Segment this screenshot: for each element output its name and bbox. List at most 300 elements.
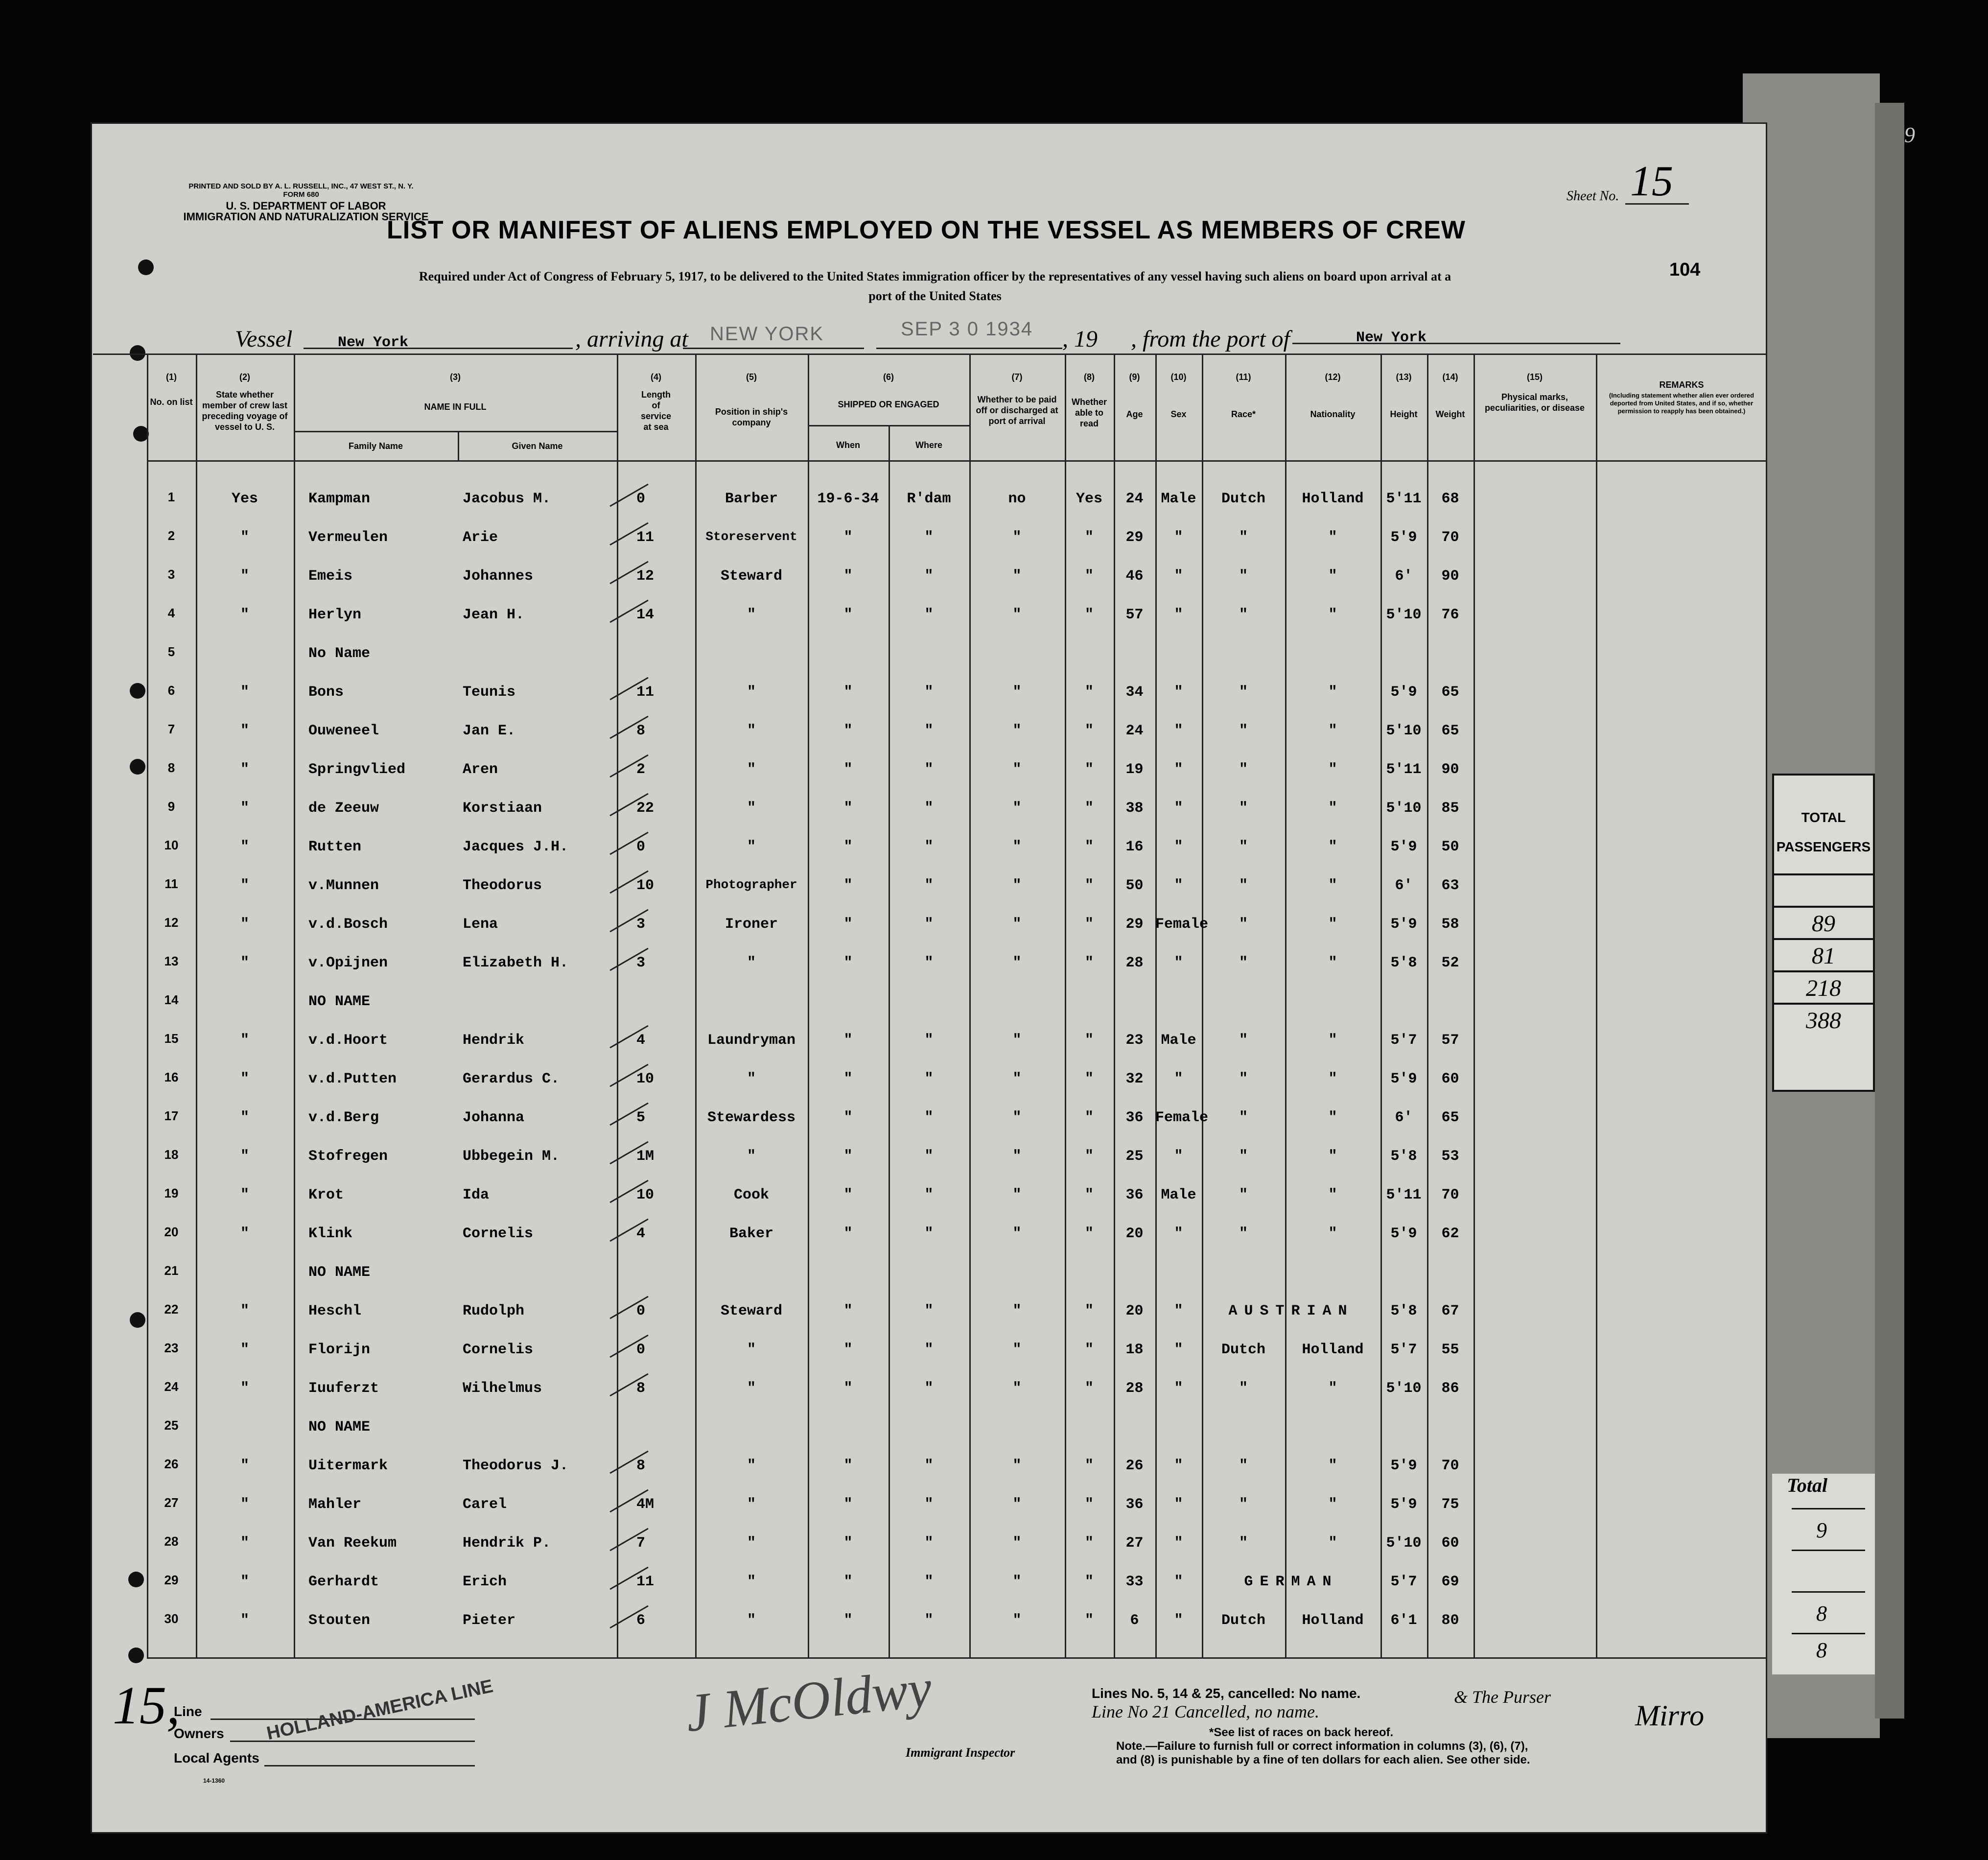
cell-family: Mahler	[308, 1496, 362, 1513]
cell-read: "	[1084, 1225, 1094, 1242]
cell-prev: "	[240, 955, 249, 971]
cell-family: Van Reekum	[308, 1535, 397, 1552]
cell-height: 5'9	[1390, 916, 1417, 933]
cell-given: Jacobus M.	[463, 491, 551, 507]
cell-race: "	[1239, 1458, 1248, 1474]
cell-service: 3	[636, 955, 646, 971]
cell-paid: "	[1012, 1148, 1022, 1165]
cell-race: "	[1239, 916, 1248, 933]
cell-given: Jacques J.H.	[463, 839, 569, 855]
from-port-line	[1292, 343, 1620, 344]
cell-sex: "	[1174, 1342, 1183, 1358]
cell-family: v.d.Hoort	[308, 1032, 388, 1049]
cell-position: "	[747, 1458, 756, 1474]
cell-where: "	[924, 1303, 934, 1319]
purser-note: & The Purser	[1454, 1687, 1551, 1707]
printer-line: PRINTED AND SOLD BY A. L. RUSSELL, INC., 47 WEST ST., N. Y.	[188, 182, 414, 190]
cell-race: "	[1239, 723, 1248, 739]
cell-race: "	[1239, 1032, 1248, 1049]
row-number: 25	[164, 1418, 179, 1433]
cell-prev: "	[240, 568, 249, 585]
cell-nat: "	[1328, 529, 1337, 546]
cell-nat: "	[1328, 877, 1337, 894]
cell-sex: "	[1174, 1612, 1183, 1629]
row-number: 26	[164, 1457, 179, 1471]
vessel-label: Vessel	[235, 326, 293, 352]
cell-family: Klink	[308, 1225, 353, 1242]
cell-where: "	[924, 1612, 934, 1629]
inspector-label: Immigrant Inspector	[906, 1745, 1015, 1760]
table-top-border	[93, 353, 1767, 355]
cell-family: Heschl	[308, 1303, 362, 1319]
cell-sex: "	[1174, 723, 1183, 739]
cell-weight: 60	[1441, 1071, 1459, 1087]
failure-note-line: Note.—Failure to furnish full or correct information in columns (3), (6), (7),	[1116, 1740, 1528, 1753]
owners-field	[230, 1741, 475, 1742]
cell-when: "	[843, 1535, 853, 1552]
cell-given: Hendrik P.	[463, 1535, 551, 1552]
cell-family: Springvlied	[308, 761, 406, 778]
col12-number: (12)	[1325, 372, 1341, 382]
vessel-name-line	[304, 348, 573, 349]
cell-position: "	[747, 761, 756, 778]
cell-age: 27	[1125, 1535, 1144, 1552]
cell-service: 10	[636, 1071, 655, 1087]
row-number: 17	[164, 1108, 179, 1123]
cell-age: 28	[1125, 955, 1144, 971]
document-title: LIST OR MANIFEST OF ALIENS EMPLOYED ON THE VESSEL AS MEMBERS OF CREW	[387, 216, 1466, 244]
stub-value: 89	[1774, 906, 1873, 940]
cell-paid: "	[1012, 839, 1022, 855]
cell-prev: "	[240, 684, 249, 701]
cell-position: "	[747, 1071, 756, 1087]
cell-read: "	[1084, 1342, 1094, 1358]
cell-position: Baker	[729, 1225, 773, 1242]
cell-sex: "	[1174, 839, 1183, 855]
col9-header: Age	[1126, 409, 1143, 419]
cell-paid: "	[1012, 1187, 1022, 1203]
cell-prev: "	[240, 607, 249, 623]
cell-paid: "	[1012, 1612, 1022, 1629]
cell-position: "	[747, 1574, 756, 1590]
cell-paid: "	[1012, 1574, 1022, 1590]
cell-family: v.d.Putten	[308, 1071, 397, 1087]
cell-read: "	[1084, 1612, 1094, 1629]
cell-when: "	[843, 1342, 853, 1358]
cell-service: 6	[636, 1612, 646, 1629]
cell-when: "	[843, 1496, 853, 1513]
cell-prev: "	[240, 916, 249, 933]
cell-read: "	[1084, 1574, 1094, 1590]
stub-value: 388	[1774, 1003, 1873, 1037]
local-agents-field	[264, 1765, 475, 1766]
cell-weight: 70	[1441, 1458, 1459, 1474]
cell-when: "	[843, 1574, 853, 1590]
cell-race: "	[1239, 684, 1248, 701]
punch-hole	[130, 683, 145, 699]
total-value: 8	[1816, 1601, 1827, 1625]
cell-family: Rutten	[308, 839, 362, 855]
punch-hole	[130, 1312, 145, 1328]
row-number: 15	[164, 1031, 179, 1046]
cell-weight: 70	[1441, 529, 1459, 546]
cell-prev: "	[240, 529, 249, 546]
cell-nat: "	[1328, 1032, 1337, 1049]
total-label: Total	[1787, 1474, 1827, 1496]
subtitle-line: port of the United States	[868, 289, 1002, 303]
row-number: 21	[164, 1263, 179, 1278]
total-stub	[1772, 1474, 1875, 1674]
cell-given: Korstiaan	[463, 800, 542, 817]
cell-paid: "	[1012, 877, 1022, 894]
cell-when: "	[843, 1071, 853, 1087]
arriving-port-stamp: NEW YORK	[710, 323, 824, 345]
cell-race: "	[1239, 1187, 1248, 1203]
cell-race: "	[1239, 800, 1248, 817]
cell-sex: Male	[1161, 1032, 1196, 1049]
cell-read: Yes	[1076, 491, 1102, 507]
cell-family: Stofregen	[308, 1148, 388, 1165]
cell-race: "	[1239, 1071, 1248, 1087]
cell-read: "	[1084, 684, 1094, 701]
cell-weight: 90	[1441, 761, 1459, 778]
holland-america-stamp: HOLLAND-AMERICA LINE	[265, 1675, 495, 1744]
handwritten-cancel-note: Line No 21 Cancelled, no name.	[1092, 1702, 1319, 1721]
row-number: 7	[167, 722, 175, 736]
cell-when: "	[843, 1225, 853, 1242]
cell-sex: "	[1174, 1574, 1183, 1590]
cell-prev: "	[240, 1225, 249, 1242]
cell-where: "	[924, 1458, 934, 1474]
cell-prev: "	[240, 1342, 249, 1358]
cell-prev: "	[240, 723, 249, 739]
footer-sheet-number: 15,	[113, 1675, 180, 1735]
cell-given: Hendrik	[463, 1032, 525, 1049]
cell-sex: "	[1174, 1225, 1183, 1242]
cell-sex: "	[1174, 1071, 1183, 1087]
cell-read: "	[1084, 761, 1094, 778]
cell-position: "	[747, 839, 756, 855]
cell-nat: "	[1328, 1496, 1337, 1513]
cell-weight: 65	[1441, 684, 1459, 701]
cell-paid: "	[1012, 607, 1022, 623]
cell-given: Aren	[463, 761, 498, 778]
cell-age: 32	[1125, 1071, 1144, 1087]
cell-position: Cook	[733, 1187, 769, 1203]
cell-position: Ironer	[725, 916, 778, 933]
cell-weight: 75	[1441, 1496, 1459, 1513]
col11-number: (11)	[1236, 372, 1251, 382]
cell-age: 6	[1130, 1612, 1139, 1629]
cell-paid: "	[1012, 1535, 1022, 1552]
cell-height: 5'10	[1386, 607, 1422, 623]
cell-weight: 55	[1441, 1342, 1459, 1358]
cell-family: NO NAME	[308, 1419, 371, 1436]
cell-nat: Holland	[1302, 491, 1364, 507]
cell-position: "	[747, 1535, 756, 1552]
cell-service: 12	[636, 568, 655, 585]
cell-race: "	[1239, 1148, 1248, 1165]
cell-when: "	[843, 800, 853, 817]
cell-sex: Male	[1161, 491, 1196, 507]
cell-paid: "	[1012, 1458, 1022, 1474]
cell-when: "	[843, 1187, 853, 1203]
col-line	[1596, 353, 1597, 1657]
col9-number: (9)	[1129, 372, 1140, 382]
cell-service: 8	[636, 1458, 646, 1474]
cell-paid: "	[1012, 1342, 1022, 1358]
cell-position: "	[747, 1496, 756, 1513]
cell-height: 5'10	[1386, 723, 1422, 739]
cell-nat: "	[1328, 1380, 1337, 1397]
cell-given: Ubbegein M.	[463, 1148, 560, 1165]
cell-when: "	[843, 916, 853, 933]
cell-family: Kampman	[308, 491, 371, 507]
cell-position: "	[747, 800, 756, 817]
cell-height: 5'9	[1390, 839, 1417, 855]
cell-position: Barber	[725, 491, 778, 507]
cell-weight: 86	[1441, 1380, 1459, 1397]
cell-where: "	[924, 1342, 934, 1358]
cell-when: "	[843, 761, 853, 778]
cell-position: "	[747, 1148, 756, 1165]
cell-age: 18	[1125, 1342, 1144, 1358]
cell-where: "	[924, 877, 934, 894]
stub-title: TOTAL	[1801, 810, 1846, 825]
cell-height: 5'7	[1390, 1032, 1417, 1049]
cell-where: "	[924, 529, 934, 546]
sheet-number-label: Sheet No.	[1567, 188, 1619, 204]
cell-race: "	[1239, 529, 1248, 546]
col13-header: Height	[1390, 409, 1418, 419]
cell-when: "	[843, 877, 853, 894]
footer-form-code: 14-1360	[203, 1777, 225, 1784]
cell-read: "	[1084, 1109, 1094, 1126]
cell-nat: "	[1328, 800, 1337, 817]
cell-age: 36	[1125, 1109, 1144, 1126]
row-number: 20	[164, 1224, 179, 1239]
row-number: 3	[167, 567, 175, 582]
cell-race: Dutch	[1221, 1342, 1265, 1358]
col1-header: No. on list	[150, 397, 193, 407]
cell-height: 5'9	[1390, 1496, 1417, 1513]
cell-family: NO NAME	[308, 993, 371, 1010]
col14-header: Weight	[1435, 409, 1465, 419]
cell-weight: 69	[1441, 1574, 1459, 1590]
cell-given: Jean H.	[463, 607, 525, 623]
cell-where: "	[924, 761, 934, 778]
cell-position: "	[747, 1612, 756, 1629]
cell-where: "	[924, 1380, 934, 1397]
cell-nat: Holland	[1302, 1342, 1364, 1358]
col3-given-header: Given Name	[512, 441, 563, 451]
cell-family: Uitermark	[308, 1458, 388, 1474]
total-line	[1792, 1633, 1865, 1634]
cell-service: 4	[636, 1225, 646, 1242]
cell-position: Steward	[720, 1303, 783, 1319]
cell-race: "	[1239, 1225, 1248, 1242]
cell-race: AUSTRIAN	[1228, 1303, 1354, 1319]
cell-where: "	[924, 839, 934, 855]
cell-family: Stouten	[308, 1612, 371, 1629]
cell-nat: "	[1328, 1458, 1337, 1474]
cell-sex: "	[1174, 761, 1183, 778]
cell-position: "	[747, 607, 756, 623]
cell-service: 4	[636, 1032, 646, 1049]
cell-sex: "	[1174, 529, 1183, 546]
cell-service: 5	[636, 1109, 646, 1126]
cell-read: "	[1084, 529, 1094, 546]
cell-position: "	[747, 684, 756, 701]
cell-family: No Name	[308, 645, 371, 662]
cell-read: "	[1084, 800, 1094, 817]
cell-height: 5'9	[1390, 1225, 1417, 1242]
corner-mark: 9	[1904, 123, 1915, 147]
cell-height: 5'11	[1386, 1187, 1422, 1203]
cell-race: "	[1239, 1496, 1248, 1513]
cell-where: "	[924, 800, 934, 817]
cell-age: 26	[1125, 1458, 1144, 1474]
cell-age: 20	[1125, 1303, 1144, 1319]
row-number: 8	[167, 760, 175, 775]
cell-prev: "	[240, 1574, 249, 1590]
col3-number: (3)	[450, 372, 461, 382]
row-number: 18	[164, 1147, 179, 1162]
cell-sex: "	[1174, 684, 1183, 701]
cancel-note: Lines No. 5, 14 & 25, cancelled: No name.	[1092, 1686, 1361, 1701]
col11-header: Race*	[1231, 409, 1256, 419]
col2-header: State whether member of crew last preceding voyage of vessel to U. S.	[202, 390, 288, 432]
cell-given: Arie	[463, 529, 498, 546]
cell-prev: "	[240, 1032, 249, 1049]
row-number: 13	[164, 954, 179, 968]
cell-family: v.Opijnen	[308, 955, 388, 971]
stub-title: PASSENGERS	[1776, 839, 1871, 854]
cell-when: 19-6-34	[817, 491, 879, 507]
stub-value: 81	[1774, 938, 1873, 972]
cell-service: 0	[636, 839, 646, 855]
remarks-header: REMARKS	[1659, 380, 1704, 390]
cell-given: Theodorus	[463, 877, 542, 894]
cell-height: 5'8	[1390, 1303, 1417, 1319]
cell-when: "	[843, 1032, 853, 1049]
cell-read: "	[1084, 1032, 1094, 1049]
col-line	[294, 353, 295, 1657]
row-number: 28	[164, 1534, 179, 1549]
cell-nat: "	[1328, 1535, 1337, 1552]
cell-prev: "	[240, 1303, 249, 1319]
cell-when: "	[843, 529, 853, 546]
cell-paid: "	[1012, 723, 1022, 739]
cell-age: 19	[1125, 761, 1144, 778]
cell-when: "	[843, 839, 853, 855]
cell-prev: "	[240, 1148, 249, 1165]
cell-given: Jan E.	[463, 723, 516, 739]
cell-nat: "	[1328, 1225, 1337, 1242]
cell-position: "	[747, 955, 756, 971]
table-header-border	[147, 460, 1767, 462]
row-number: 24	[164, 1379, 179, 1394]
cell-service: 11	[636, 1574, 655, 1590]
purser-signature: Mirro	[1635, 1699, 1705, 1732]
col14-number: (14)	[1442, 372, 1458, 382]
row-number: 2	[167, 528, 175, 543]
cell-given: Ida	[463, 1187, 490, 1203]
cell-sex: "	[1174, 607, 1183, 623]
cell-race: "	[1239, 761, 1248, 778]
cell-read: "	[1084, 1303, 1094, 1319]
cell-nat: "	[1328, 1187, 1337, 1203]
cell-sex: Female	[1155, 1109, 1209, 1126]
cell-when: "	[843, 1109, 853, 1126]
cell-weight: 90	[1441, 568, 1459, 585]
cell-position: Laundryman	[707, 1032, 796, 1049]
cell-service: 0	[636, 491, 646, 507]
cell-weight: 63	[1441, 877, 1459, 894]
row-number: 16	[164, 1070, 179, 1084]
col6-number: (6)	[883, 372, 894, 382]
cell-nat: "	[1328, 723, 1337, 739]
cell-race: Dutch	[1221, 1612, 1265, 1629]
cell-given: Pieter	[463, 1612, 516, 1629]
cell-where: "	[924, 723, 934, 739]
cell-nat: "	[1328, 607, 1337, 623]
cell-read: "	[1084, 916, 1094, 933]
cell-read: "	[1084, 1148, 1094, 1165]
cell-service: 11	[636, 684, 655, 701]
cell-nat: "	[1328, 839, 1337, 855]
cell-read: "	[1084, 839, 1094, 855]
cell-given: Gerardus C.	[463, 1071, 560, 1087]
cell-where: "	[924, 684, 934, 701]
cell-race: Dutch	[1221, 491, 1265, 507]
subtitle-line: Required under Act of Congress of February 5, 1917, to be delivered to the United States immigration officer by the representatives of any vessel having such aliens on board upon arrival at a	[419, 269, 1451, 283]
row-number: 30	[164, 1611, 179, 1626]
cell-nat: "	[1328, 684, 1337, 701]
cell-height: 5'9	[1390, 529, 1417, 546]
col7-number: (7)	[1011, 372, 1023, 382]
cell-paid: "	[1012, 1109, 1022, 1126]
cell-where: "	[924, 1535, 934, 1552]
arrival-date-line	[876, 348, 1062, 349]
cell-family: Bons	[308, 684, 344, 701]
cell-height: 5'10	[1386, 800, 1422, 817]
punch-hole	[138, 259, 154, 275]
local-agents-label: Local Agents	[174, 1750, 259, 1766]
cell-weight: 67	[1441, 1303, 1459, 1319]
cell-paid: "	[1012, 955, 1022, 971]
cell-service: 10	[636, 1187, 655, 1203]
cell-position: "	[747, 1380, 756, 1397]
cell-position: "	[747, 723, 756, 739]
cell-where: "	[924, 1574, 934, 1590]
cell-service: 8	[636, 723, 646, 739]
remarks-note: (Including statement whether alien ever ordered deported from United States, and if so, whether permission to reapply has been obtained.)	[1609, 392, 1754, 415]
cell-service: 0	[636, 1342, 646, 1358]
col8-header: Whether able to read	[1072, 397, 1107, 428]
cell-family: Herlyn	[308, 607, 362, 623]
cell-paid: "	[1012, 1032, 1022, 1049]
punch-hole	[130, 759, 145, 775]
cell-age: 28	[1125, 1380, 1144, 1397]
agency-service: IMMIGRATION AND NATURALIZATION SERVICE	[183, 211, 429, 223]
cell-prev: "	[240, 761, 249, 778]
cell-family: Krot	[308, 1187, 344, 1203]
cell-prev: "	[240, 1535, 249, 1552]
total-value: 9	[1816, 1518, 1827, 1542]
year-label: , 19	[1062, 326, 1098, 352]
cell-paid: "	[1012, 1380, 1022, 1397]
